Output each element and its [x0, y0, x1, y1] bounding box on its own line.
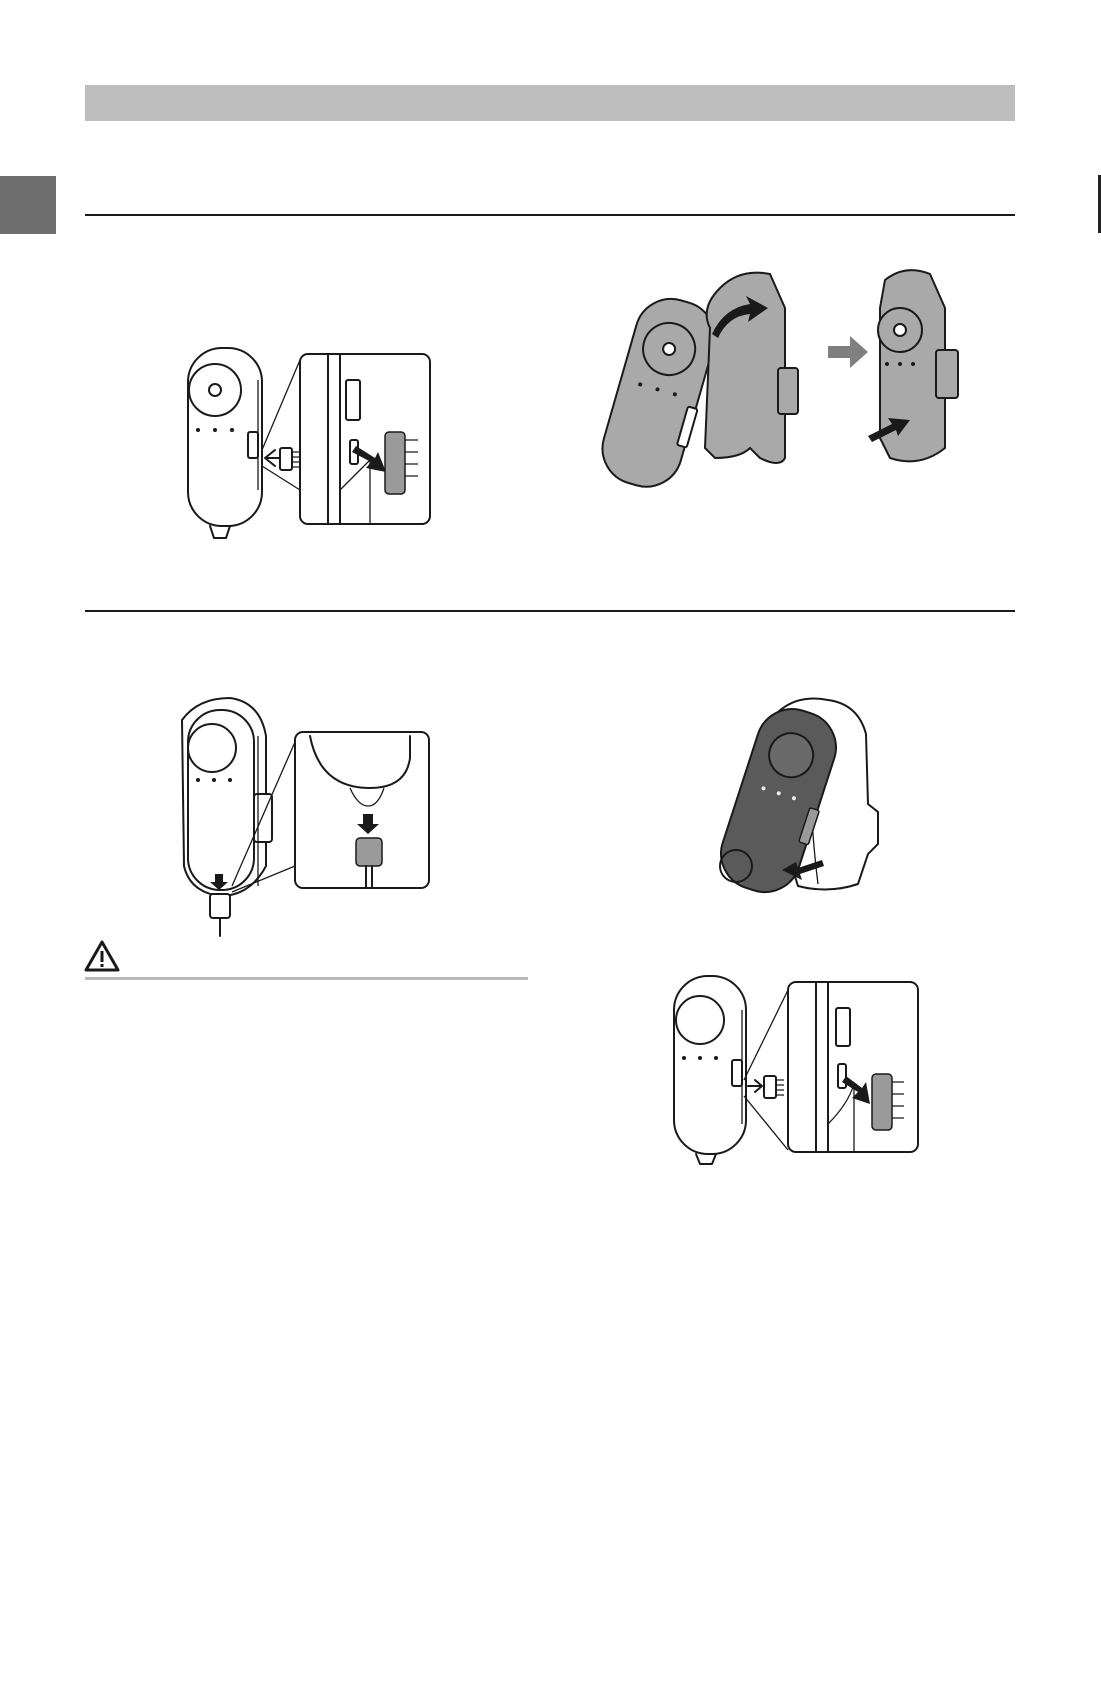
remove-cap-figure: [672, 974, 922, 1164]
magnified-inset-2: [788, 982, 918, 1152]
section-divider-middle: [85, 610, 1015, 612]
cable-inset: [295, 732, 429, 888]
caution-underline: [85, 977, 528, 980]
device-in-case-front: [182, 698, 272, 896]
warning-triangle-icon: [84, 940, 120, 972]
section-divider-top: [85, 214, 1015, 216]
device-tilted: [594, 290, 725, 495]
open-case: [705, 273, 798, 463]
insert-into-case-figure: [600, 268, 980, 488]
chapter-side-tab: [0, 176, 56, 234]
section-header-bar: [85, 85, 1015, 121]
remove-from-case-figure: [718, 694, 888, 894]
attach-cap-figure: [170, 340, 440, 540]
cap-removed-small: [748, 1076, 784, 1098]
caution-heading: [84, 940, 120, 977]
device-in-case: [868, 270, 958, 461]
device-illustration-2: [674, 976, 746, 1164]
connect-cable-figure: [170, 696, 440, 936]
small-cap-icon: [265, 448, 300, 470]
magnified-inset: [300, 354, 430, 524]
next-step-arrow: [828, 336, 868, 368]
device-illustration: [188, 348, 262, 538]
